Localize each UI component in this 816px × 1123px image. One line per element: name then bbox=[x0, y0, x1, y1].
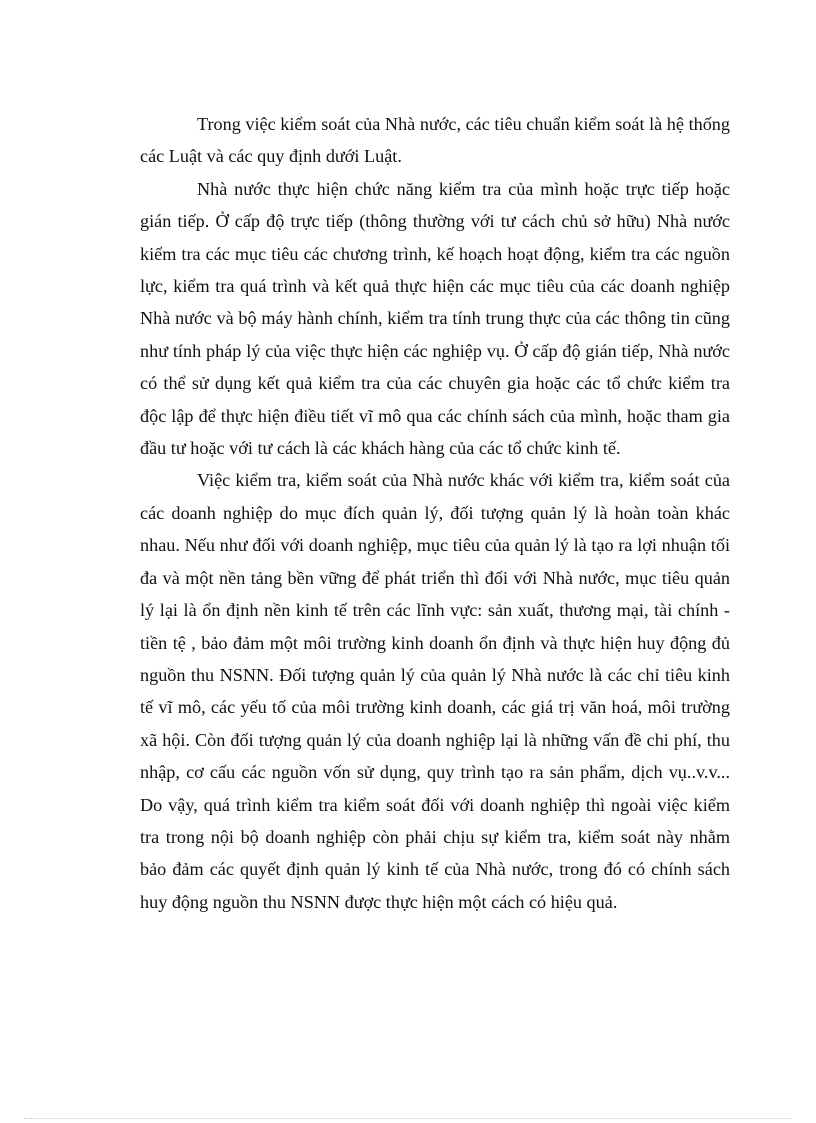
paragraph-2: Nhà nước thực hiện chức năng kiểm tra của mình hoặc trực tiếp hoặc gián tiếp. Ở cấp độ trực tiếp (thông thường với tư cách chủ sở hữu) Nhà nước kiểm tra các mục tiêu các chương trình, kế hoạch hoạt động, kiểm tra các nguồn lực, kiểm tra quá trình và kết quả thực hiện các mục tiêu của các doanh nghiệp Nhà nước và bộ máy hành chính, kiểm tra tính trung thực của các thông tin cũng như tính pháp lý của việc thực hiện các nghiệp vụ. Ở cấp độ gián tiếp, Nhà nước có thể sử dụng kết quả kiểm tra của các chuyên gia hoặc các tổ chức kiểm tra độc lập để thực hiện điều tiết vĩ mô qua các chính sách của mình, hoặc tham gia đầu tư hoặc với tư cách là các khách hàng của các tổ chức kinh tế. bbox=[140, 178, 730, 459]
document-body bbox=[140, 108, 730, 918]
paragraph-1: Trong việc kiểm soát của Nhà nước, các tiêu chuẩn kiểm soát là hệ thống các Luật và các quy định dưới Luật. bbox=[140, 114, 730, 167]
page-bottom-divider bbox=[24, 1118, 792, 1119]
paragraph-3: Việc kiểm tra, kiểm soát của Nhà nước khác với kiểm tra, kiểm soát của các doanh nghiệp do mục đích quản lý, đối tượng quản lý là hoàn toàn khác nhau. Nếu như đối với doanh nghiệp, mục tiêu của quản lý là tạo ra lợi nhuận tối đa và một nền tảng bền vững để phát triển thì đối với Nhà nước, mục tiêu quản lý lại là ổn định nền kinh tế trên các lĩnh vực: sản xuất, thương mại, tài chính - tiền tệ , bảo đảm một môi trường kinh doanh ổn định và thực hiện huy động đủ nguồn thu NSNN. Đối tượng quản lý của quản lý Nhà nước là các chỉ tiêu kinh tế vĩ mô, các yếu tố của môi trường kinh doanh, các giá trị văn hoá, môi trường xã hội. Còn đối tượng quản lý của doanh nghiệp lại là những vấn đề chi phí, thu nhập, cơ cấu các nguồn vốn sử dụng, quy trình tạo ra sản phẩm, dịch vụ..v.v... Do vậy, quá trình kiểm tra kiểm soát đối với doanh nghiệp thì ngoài việc kiểm tra trong nội bộ doanh nghiệp còn phải chịu sự kiểm tra, kiểm soát này nhằm bảo đảm các quyết định quản lý kinh tế của Nhà nước, trong đó có chính sách huy động nguồn thu NSNN được thực hiện một cách có hiệu quả. bbox=[140, 470, 730, 912]
